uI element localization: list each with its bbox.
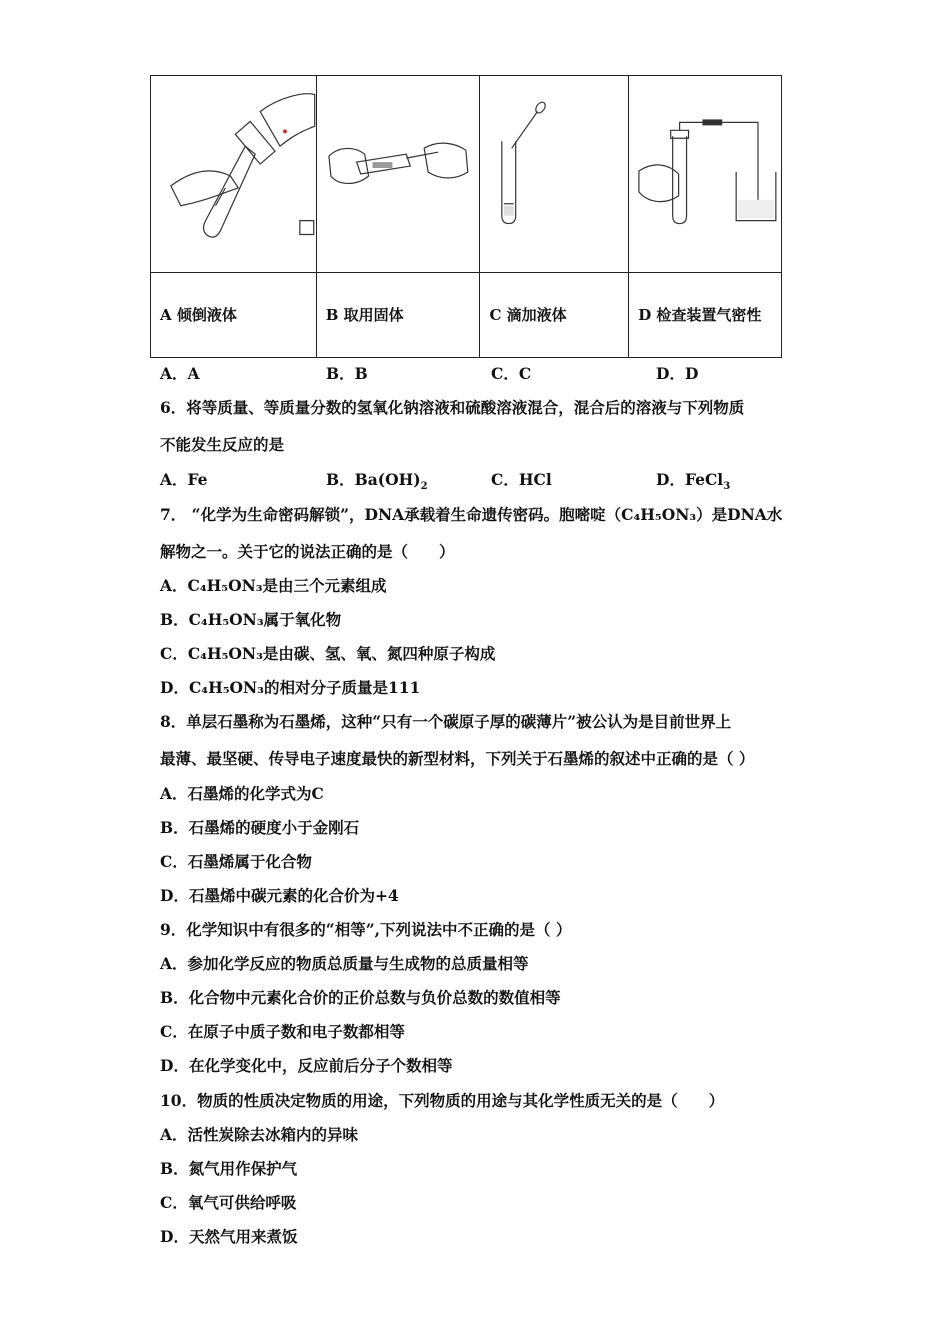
q6-stem-line1: 6．将等质量、等质量分数的氢氧化钠溶液和硫酸溶液混合，混合后的溶液与下列物质 [160, 398, 745, 417]
figure-a-cell [151, 76, 317, 273]
q6-option-b-text: B．Ba(OH) [326, 470, 421, 489]
q7-option-c: C．C₄H₅ON₃是由碳、氢、氧、氮四种原子构成 [160, 644, 496, 663]
q8-option-c: C．石墨烯属于化合物 [160, 852, 312, 871]
q6-option-b-sub: 2 [420, 481, 428, 493]
figure-b-cell [316, 76, 480, 273]
q9-option-b: B．化合物中元素化合价的正价总数与负价总数的数值相等 [160, 988, 561, 1007]
q10-stem: 10．物质的性质决定物质的用途，下列物质的用途与其化学性质无关的是（ ） [160, 1091, 725, 1110]
q5-option-b: B．B [326, 364, 368, 383]
q7-stem-line1: 7． “化学为生命密码解锁”，DNA承载着生命遗传密码。胞嘧啶（C₄H₅ON₃）是DNA水 [160, 505, 783, 524]
q6-option-a: A．Fe [160, 470, 208, 489]
q8-stem-line2: 最薄、最坚硬、传导电子速度最快的新型材料，下列关于石墨烯的叙述中正确的是（ ） [160, 749, 755, 768]
q8-option-b: B．石墨烯的硬度小于金刚石 [160, 818, 360, 837]
taking-solid-illustration [317, 76, 480, 272]
q6-option-d [656, 468, 730, 492]
q5-option-c: C．C [491, 364, 532, 383]
q9-stem: 9．化学知识中有很多的“相等”,下列说法中不正确的是（ ） [160, 920, 572, 939]
q8-option-a: A．石墨烯的化学式为C [160, 784, 324, 803]
dropping-liquid-illustration [480, 76, 628, 272]
q9-option-c: C．在原子中质子数和电子数都相等 [160, 1022, 405, 1041]
q7-option-b: B．C₄H₅ON₃属于氧化物 [160, 610, 342, 629]
q10-option-a: A．活性炭除去冰箱内的异味 [160, 1125, 359, 1144]
q7-option-d: D．C₄H₅ON₃的相对分子质量是111 [160, 678, 421, 697]
figure-d-label [629, 273, 782, 358]
q8-stem-line1: 8．单层石墨称为石墨烯，这种“只有一个碳原子厚的碳薄片”被公认为是目前世界上 [160, 712, 732, 731]
q6-option-c: C．HCl [491, 470, 552, 489]
q5-option-a: A．A [160, 364, 200, 383]
experiment-figure-table [150, 75, 782, 358]
figure-a-label: A 倾倒液体 [151, 273, 317, 358]
q9-option-d: D．在化学变化中，反应前后分子个数相等 [160, 1056, 453, 1075]
figure-d-cell [629, 76, 782, 273]
q6-option-d-text: D．FeCl [656, 470, 724, 489]
q6-stem-line2: 不能发生反应的是 [160, 435, 285, 454]
q6-option-d-sub: 3 [723, 481, 731, 493]
q9-option-a: A．参加化学反应的物质总质量与生成物的总质量相等 [160, 954, 529, 973]
figure-b-label: B 取用固体 [316, 273, 480, 358]
q7-option-a: A．C₄H₅ON₃是由三个元素组成 [160, 576, 387, 595]
figure-d-label-text: D 检查装置气密性 [638, 306, 762, 324]
q5-option-d: D．D [656, 364, 699, 383]
figure-c-cell [480, 76, 629, 273]
figure-c-label: C 滴加液体 [480, 273, 629, 358]
q6-option-b [326, 468, 428, 492]
q7-stem-line2: 解物之一。关于它的说法正确的是（ ） [160, 542, 455, 561]
airtightness-check-illustration [629, 76, 781, 272]
pouring-liquid-illustration [151, 76, 316, 272]
q8-option-d: D．石墨烯中碳元素的化合价为+4 [160, 886, 399, 905]
q10-option-d: D．天然气用来煮饭 [160, 1227, 298, 1246]
q10-option-b: B．氮气用作保护气 [160, 1159, 298, 1178]
q10-option-c: C．氧气可供给呼吸 [160, 1193, 297, 1212]
